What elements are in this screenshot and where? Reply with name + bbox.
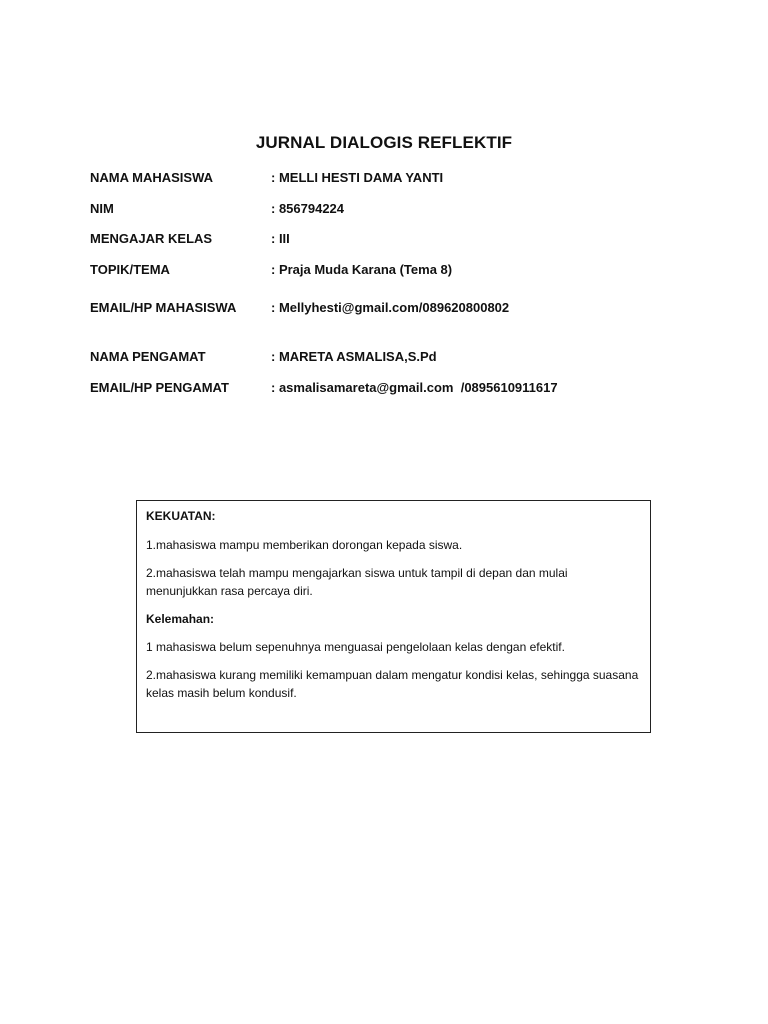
field-row-nama-mahasiswa xyxy=(90,169,690,187)
field-value: : 856794224 xyxy=(271,201,345,216)
field-label: EMAIL/HP MAHASISWA xyxy=(90,300,237,315)
field-label: EMAIL/HP PENGAMAT xyxy=(90,380,229,395)
strength-item: 1.mahasiswa mampu memberikan dorongan kepada siswa. xyxy=(146,538,463,552)
field-label: NAMA MAHASISWA xyxy=(90,170,214,185)
field-label: NAMA PENGAMAT xyxy=(90,349,206,364)
weakness-item: 1 mahasiswa belum sepenuhnya menguasai pengelolaan kelas dengan efektif. xyxy=(146,640,565,654)
field-value: : MELLI HESTI DAMA YANTI xyxy=(271,170,444,185)
field-value: : Mellyhesti@gmail.com/089620800802 xyxy=(271,300,510,315)
field-label: NIM xyxy=(90,201,114,216)
field-value: : asmalisamareta@gmail.com /0895610911617 xyxy=(271,380,558,395)
field-row-nim xyxy=(90,200,690,218)
field-label: TOPIK/TEMA xyxy=(90,262,170,277)
strengths-heading: KEKUATAN: xyxy=(146,509,216,523)
field-label: MENGAJAR KELAS xyxy=(90,231,213,246)
page-title: JURNAL DIALOGIS REFLEKTIF xyxy=(255,133,513,152)
field-row-topik-tema xyxy=(90,261,690,279)
weaknesses-heading: Kelemahan: xyxy=(146,612,215,626)
strength-item: 2.mahasiswa telah mampu mengajarkan siswa untuk tampil di depan dan mulai menunjukkan rasa percaya diri. xyxy=(146,566,568,598)
field-row-mengajar-kelas xyxy=(90,230,690,248)
reflection-notes-box xyxy=(136,500,651,733)
field-value: : III xyxy=(271,231,290,246)
field-row-email-mahasiswa xyxy=(90,299,690,317)
field-value: : Praja Muda Karana (Tema 8) xyxy=(271,262,453,277)
field-value: : MARETA ASMALISA,S.Pd xyxy=(271,349,437,364)
field-row-nama-pengamat xyxy=(90,348,690,366)
weakness-item: 2.mahasiswa kurang memiliki kemampuan dalam mengatur kondisi kelas, sehingga suasana kelas masih belum kondusif. xyxy=(146,668,639,700)
field-row-email-pengamat xyxy=(90,379,690,397)
